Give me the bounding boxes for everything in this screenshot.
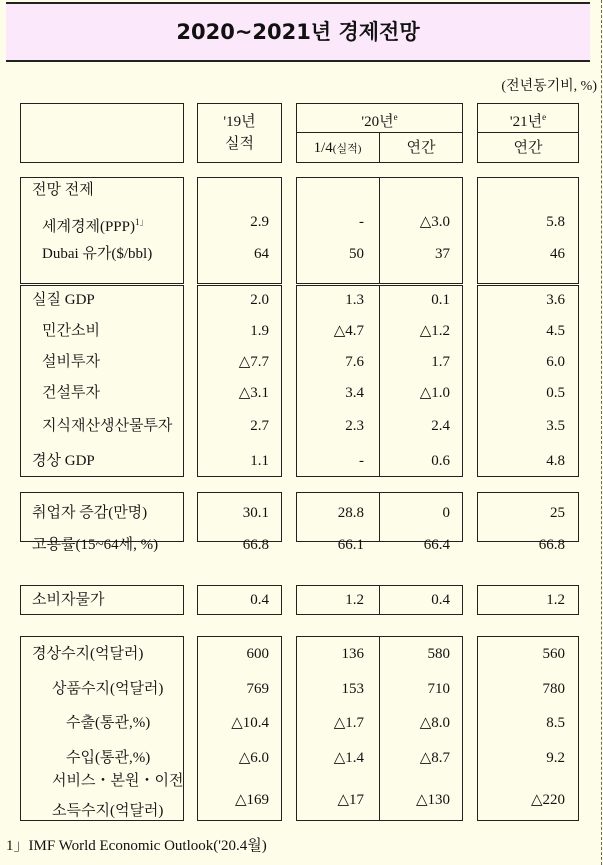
cell-value: 50 <box>349 246 364 262</box>
header-2020-year <box>296 108 463 131</box>
footnote: 1」IMF World Economic Outlook('20.4월) <box>6 838 267 854</box>
cell-value: 560 <box>542 646 565 662</box>
cell-value: 0.1 <box>431 292 450 308</box>
cell-value: 0.4 <box>431 592 450 608</box>
cell-value: △10.4 <box>231 715 269 731</box>
cell-value: △1.4 <box>333 750 364 766</box>
cell-value: 37 <box>435 246 450 262</box>
cell-value: 1.3 <box>345 292 364 308</box>
cell-value: △1.0 <box>419 385 450 401</box>
group-label-box <box>20 285 184 477</box>
header-2020-annual: 연간 <box>406 140 436 156</box>
cell-value: 5.8 <box>546 214 565 230</box>
q1-note: (실적) <box>332 143 362 155</box>
row-label <box>32 291 95 309</box>
cell-value: - <box>359 453 364 469</box>
cell-value: 780 <box>542 681 565 697</box>
cell-value: 66.4 <box>423 537 450 553</box>
cell-value: 4.8 <box>546 453 565 469</box>
row-label-text: 건설투자 <box>42 385 100 401</box>
header-2019-year: '19년 <box>223 114 256 130</box>
footnote-mark: 1」 <box>134 217 149 227</box>
row-label-text: 상품수지(억달러) <box>52 681 164 697</box>
row-label-text: Dubai 유가($/bbl) <box>42 246 153 262</box>
cell-value: △8.7 <box>419 750 450 766</box>
cell-value: 3.6 <box>546 292 565 308</box>
cell-value: 3.5 <box>546 418 565 434</box>
divider <box>477 132 579 133</box>
row-label-text: 고용률(15~64세, %) <box>32 537 159 553</box>
row-label-text: 경상 GDP <box>32 453 95 469</box>
cell-value: 1.7 <box>431 354 450 370</box>
cell-value: △1.7 <box>333 715 364 731</box>
cell-value: △8.0 <box>419 715 450 731</box>
cell-value: 4.5 <box>546 323 565 339</box>
row-label-text: 실질 GDP <box>32 292 95 308</box>
cell-value: 0 <box>442 505 450 521</box>
header-2019 <box>197 103 282 163</box>
row-label-text: 지식재산생산물투자 <box>42 418 173 434</box>
cell-value: 46 <box>550 246 565 262</box>
row-label-text: 수입(통관,%) <box>66 750 151 766</box>
row-label-text: 설비투자 <box>42 354 100 370</box>
row-label <box>42 384 100 402</box>
row-label-text: 경상수지(억달러) <box>32 646 144 662</box>
header-2021-annual: 연간 <box>513 140 543 156</box>
header-2021-year <box>477 108 579 131</box>
cell-value: 66.1 <box>337 537 364 553</box>
cell-value: 2.0 <box>250 292 269 308</box>
group-value-box <box>197 285 282 477</box>
cell-value: 6.0 <box>546 354 565 370</box>
cell-value: 2.7 <box>250 418 269 434</box>
cell-value: 66.8 <box>242 537 269 553</box>
header-2019-actual: 실적 <box>225 136 254 152</box>
cell-value: 1.9 <box>250 323 269 339</box>
cell-value: 769 <box>246 681 269 697</box>
cell-value: △4.7 <box>333 323 364 339</box>
row-label <box>32 181 94 199</box>
row-label <box>32 645 143 663</box>
cell-value: 1.1 <box>250 453 269 469</box>
cell-value: 1.2 <box>546 592 565 608</box>
cell-value: 8.5 <box>546 715 565 731</box>
cell-value: 136 <box>341 646 364 662</box>
cell-value: △6.0 <box>238 750 269 766</box>
page-title: 2020~2021년 경제전망 <box>6 2 590 62</box>
cell-value: 30.1 <box>242 505 269 521</box>
header-2020-label: '20년 <box>361 114 394 130</box>
group-value-box <box>477 285 579 477</box>
divider <box>379 285 380 477</box>
row-label-text: 세계경제(PPP) <box>42 219 135 235</box>
cell-value: 0.6 <box>431 453 450 469</box>
cell-value: 710 <box>427 681 450 697</box>
header-label-cell <box>20 103 184 163</box>
row-label-text: 소비자물가 <box>32 592 105 608</box>
row-label <box>42 417 172 435</box>
cell-value: △169 <box>234 792 269 808</box>
cell-value: 0.4 <box>250 592 269 608</box>
row-label-text: 민간소비 <box>42 323 100 339</box>
cell-value: 64 <box>254 246 269 262</box>
row-label <box>42 353 100 371</box>
row-label <box>32 452 95 470</box>
q1-label: 1/4 <box>313 140 333 156</box>
cell-value: 153 <box>341 681 364 697</box>
header-2021-label: '21년 <box>509 114 543 130</box>
cell-value: △1.2 <box>419 323 450 339</box>
cell-value: 25 <box>550 505 565 521</box>
row-label <box>66 714 150 732</box>
row-label-text: 수출(통관,%) <box>66 715 151 731</box>
cell-value: 28.8 <box>337 505 364 521</box>
cell-value: 580 <box>427 646 450 662</box>
cell-value: 3.4 <box>345 385 364 401</box>
cell-value: △130 <box>415 792 450 808</box>
cell-value: △7.7 <box>238 354 269 370</box>
row-label <box>32 591 104 609</box>
estimate-mark: e <box>393 112 398 122</box>
unit-note: (전년동기비, %) <box>501 79 597 94</box>
cell-value: 2.9 <box>250 214 269 230</box>
row-label-text: 전망 전제 <box>32 182 94 198</box>
row-label <box>32 504 147 522</box>
cell-value: △17 <box>337 792 364 808</box>
cell-value: 1.2 <box>345 592 364 608</box>
row-label <box>66 749 150 767</box>
row-label <box>52 680 163 698</box>
row-label <box>42 322 100 340</box>
row-label <box>32 536 158 554</box>
page-border <box>601 0 602 865</box>
row-label-text: 취업자 증감(만명) <box>32 505 148 521</box>
row-label <box>42 245 152 263</box>
cell-value: △220 <box>530 792 565 808</box>
row-label: 서비스・본원・이전 <box>52 773 184 789</box>
header-2020-q1 <box>296 139 379 158</box>
cell-value: △3.0 <box>419 214 450 230</box>
cell-value: △3.1 <box>238 385 269 401</box>
cell-value: 2.4 <box>431 418 450 434</box>
cell-value: 7.6 <box>345 354 364 370</box>
cell-value: 600 <box>246 646 269 662</box>
cell-value: 2.3 <box>345 418 364 434</box>
cell-value: 9.2 <box>546 750 565 766</box>
cell-value: - <box>359 214 364 230</box>
estimate-mark: e <box>542 112 547 122</box>
row-label <box>42 213 149 236</box>
cell-value: 66.8 <box>538 537 565 553</box>
row-label-line2: 소득수지(억달러) <box>52 803 164 819</box>
cell-value: 0.5 <box>546 385 565 401</box>
